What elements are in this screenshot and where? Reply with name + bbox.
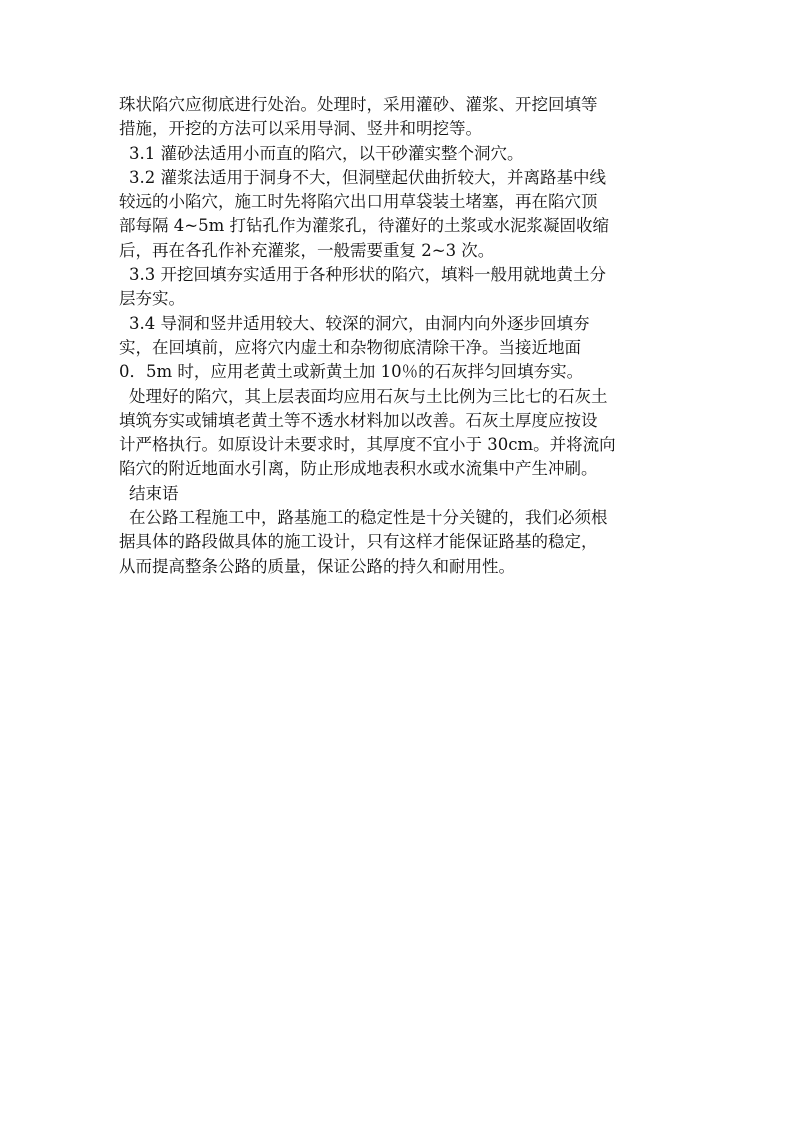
text-line: 计严格执行。如原设计未要求时，其厚度不宜小于 30cm。并将流向 [119,435,616,455]
paragraph-start-line: 处理好的陷穴，其上层表面均应用石灰与土比例为三比七的石灰土 [129,386,608,406]
text-line: 实，在回填前，应将穴内虚土和杂物彻底清除干净。当接近地面 [119,337,581,357]
document-body [119,93,679,579]
text-line: 较远的小陷穴，施工时先将陷穴出口用草袋装土堵塞，再在陷穴顶 [119,192,598,212]
text-line: 填筑夯实或铺填老黄土等不透水材料加以改善。石灰土厚度应按设 [119,410,598,430]
section-3-1-line: 3.1 灌砂法适用小而直的陷穴，以干砂灌实整个洞穴。 [129,143,524,163]
section-3-3-line: 3.3 开挖回填夯实适用于各种形状的陷穴，填料一般用就地黄土分 [129,265,606,285]
text-line: 层夯实。 [119,289,185,309]
text-line: 部每隔 4~5m 打钻孔作为灌浆孔，待灌好的土浆或水泥浆凝固收缩 [119,216,609,236]
conclusion-line: 据具体的路段做具体的施工设计，只有这样才能保证路基的稳定， [119,532,598,552]
section-3-4-line: 3.4 导洞和竖井适用较大、较深的洞穴，由洞内向外逐步回填夯 [129,313,590,333]
text-line: 措施，开挖的方法可以采用导洞、竖井和明挖等。 [119,119,482,139]
text-line: 后，再在各孔作补充灌浆，一般需要重复 2~3 次。 [119,240,495,260]
section-3-2-line: 3.2 灌浆法适用于洞身不大，但洞壁起伏曲折较大，并离路基中线 [129,167,606,187]
text-line: 珠状陷穴应彻底进行处治。处理时，采用灌砂、灌浆、开挖回填等 [119,95,598,114]
text-line: 陷穴的附近地面水引离，防止形成地表积水或水流集中产生冲刷。 [119,459,598,479]
conclusion-line: 从而提高整条公路的质量，保证公路的持久和耐用性。 [119,556,515,576]
conclusion-line: 在公路工程施工中，路基施工的稳定性是十分关键的，我们必须根 [129,508,608,528]
text-line: 0．5m 时，应用老黄土或新黄土加 10％的石灰拌匀回填夯实。 [119,362,584,382]
conclusion-heading: 结束语 [129,483,179,503]
